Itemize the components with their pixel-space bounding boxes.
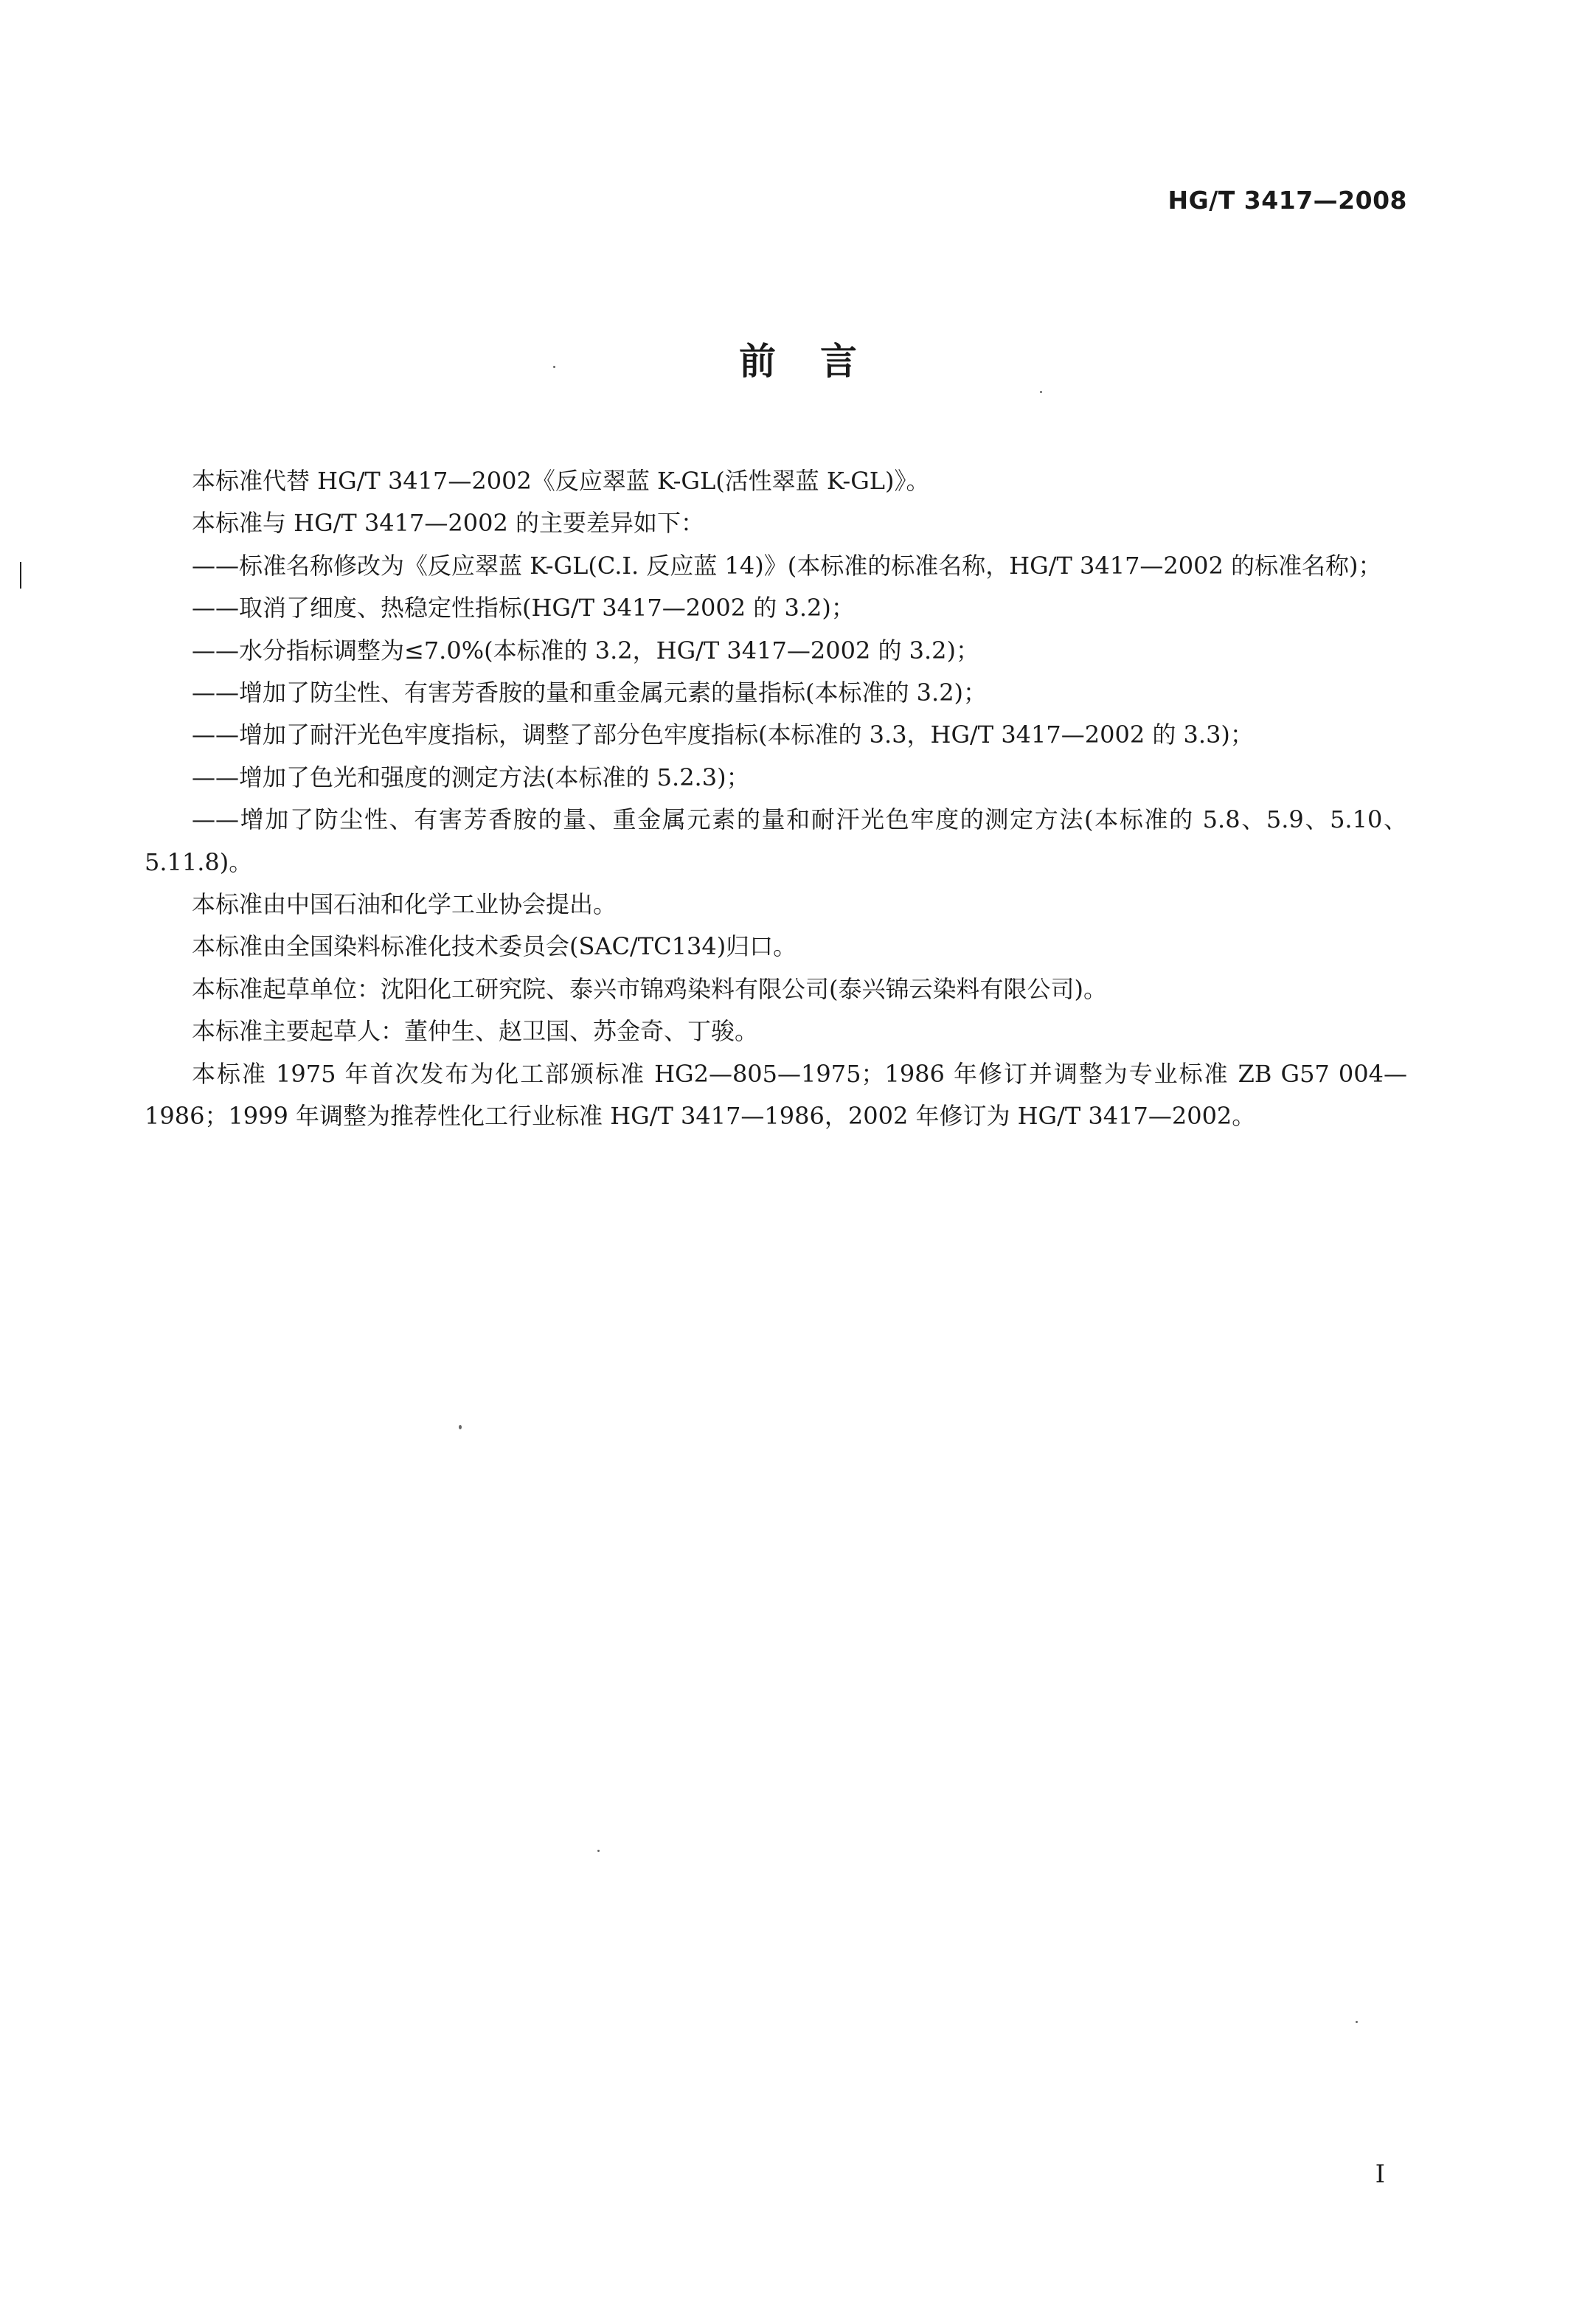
scan-speck [1356, 2021, 1358, 2023]
list-item: ——取消了细度、热稳定性指标(HG/T 3417—2002 的 3.2)； [192, 594, 855, 622]
list-item: ——水分指标调整为≤7.0%(本标准的 3.2，HG/T 3417—2002 的 3.2)； [192, 636, 980, 665]
list-item: ——增加了耐汗光色牢度指标，调整了部分色牢度指标(本标准的 3.3，HG/T 3417—2002 的 3.3)； [192, 721, 1254, 749]
paragraph-drafters: 本标准主要起草人：董仲生、赵卫国、苏金奇、丁骏。 [192, 1017, 759, 1046]
page-number: I [1375, 2159, 1385, 2189]
scan-speck [597, 1850, 600, 1852]
paragraph-drafting-units: 本标准起草单位：沈阳化工研究院、泰兴市锦鸡染料有限公司(泰兴锦云染料有限公司)。 [192, 974, 1107, 1003]
list-item: ——增加了防尘性、有害芳香胺的量、重金属元素的量和耐汗光色牢度的测定方法(本标准的 5.8、5.9、5.10、5.11.8)。 [145, 805, 1407, 876]
scan-speck [553, 366, 555, 368]
paragraph-differences-intro: 本标准与 HG/T 3417—2002 的主要差异如下： [192, 509, 704, 538]
paragraph-proposer: 本标准由中国石油和化学工业协会提出。 [192, 890, 617, 919]
standard-code: HG/T 3417—2008 [1167, 186, 1407, 215]
scan-speck [1040, 391, 1042, 393]
list-item: ——增加了防尘性、有害芳香胺的量和重金属元素的量指标(本标准的 3.2)； [192, 679, 988, 707]
list-item: ——增加了色光和强度的测定方法(本标准的 5.2.3)； [192, 763, 750, 791]
page-title: 前言 [739, 340, 901, 383]
scan-margin-mark [20, 562, 21, 589]
paragraph-history: 本标准 1975 年首次发布为化工部颁标准 HG2—805—1975；1986 年修订并调整为专业标准 ZB G57 004—1986；1999 年调整为推荐性化工行业标准 HG/T 3417—1986，2002 年修订为 HG/T 3417—2002。 [145, 1059, 1407, 1131]
paragraph-replaces: 本标准代替 HG/T 3417—2002《反应翠蓝 K-GL(活性翠蓝 K-GL)》。 [192, 467, 930, 495]
paragraph-administrator: 本标准由全国染料标准化技术委员会(SAC/TC134)归口。 [192, 932, 797, 961]
foreword-body [145, 460, 1407, 1138]
list-item: ——标准名称修改为《反应翠蓝 K-GL(C.I. 反应蓝 14)》(本标准的标准名称，HG/T 3417—2002 的标准名称)； [192, 551, 1382, 580]
scan-speck [459, 1425, 462, 1429]
